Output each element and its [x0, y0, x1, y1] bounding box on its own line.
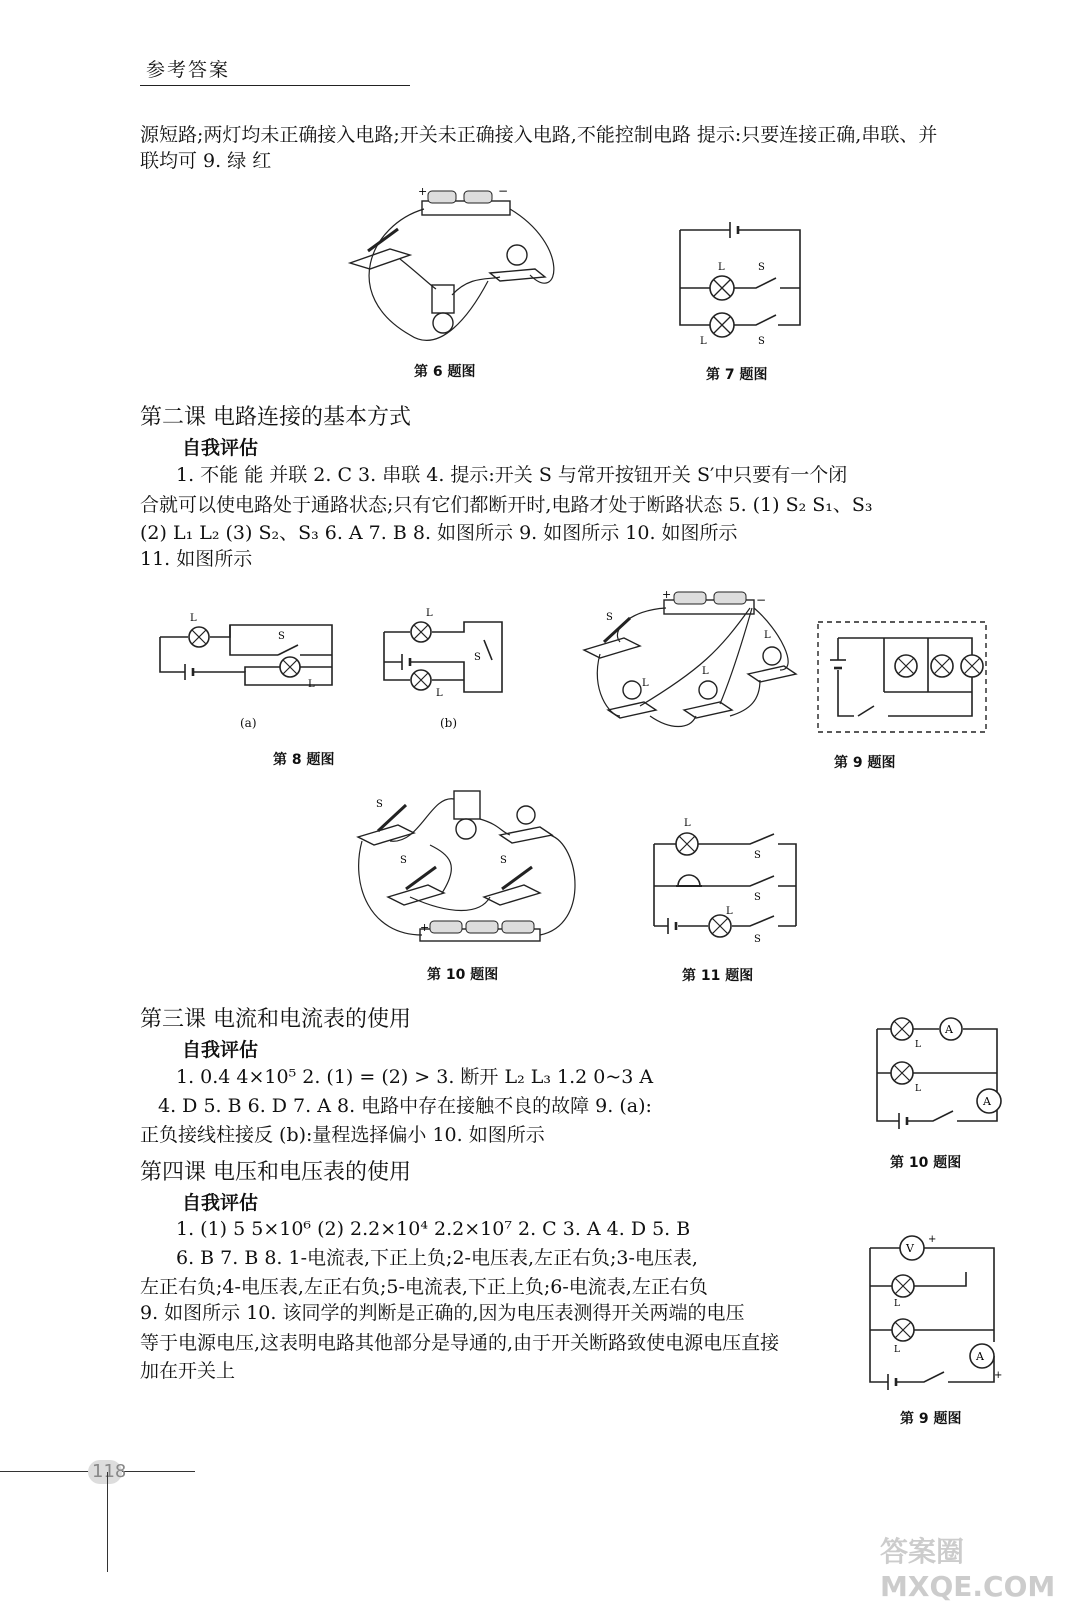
page-number: 118	[92, 1461, 127, 1482]
svg-text:S: S	[754, 934, 761, 945]
intro-line-1: 源短路;两灯均未正确接入电路;开关未正确接入电路,不能控制电路 提示:只要连接正确,串联、并	[140, 124, 938, 146]
svg-text:S: S	[500, 855, 507, 866]
svg-text:V: V	[906, 1242, 914, 1255]
lesson4-line-2: 6. B 7. B 8. 1-电流表,下正上负;2-电压表,左正右负;3-电压表,	[176, 1247, 698, 1269]
knife-switch-icon	[584, 618, 640, 658]
lesson3-title: 第三课 电流和电流表的使用	[140, 1007, 411, 1032]
lesson4-line-6: 加在开关上	[140, 1360, 236, 1382]
svg-text:S: S	[758, 262, 765, 273]
svg-text:S: S	[474, 652, 481, 663]
lesson2-section: 自我评估	[182, 437, 259, 459]
svg-text:A: A	[983, 1095, 991, 1108]
fig9-apparatus-diagram	[580, 590, 800, 730]
bulb-icon	[500, 806, 552, 843]
footer-vertical-rule	[107, 1472, 108, 1572]
fig9-circuit-diagram	[818, 622, 988, 734]
svg-text:S: S	[754, 850, 761, 861]
lesson2-line-1: 1. 不能 能 并联 2. C 3. 串联 4. 提示:开关 S 与常开按钮开关 S′中只要有一个闭	[176, 464, 848, 486]
fig9-caption: 第 9 题图	[834, 755, 896, 771]
bell-icon	[432, 285, 454, 333]
fig8b-sublabel: (b)	[440, 716, 458, 730]
svg-text:L: L	[190, 613, 197, 624]
svg-text:L: L	[726, 906, 733, 917]
svg-text:S: S	[376, 799, 383, 810]
lesson3-line-3: 正负接线柱接反 (b):量程选择偏小 10. 如图所示	[140, 1124, 545, 1146]
lesson3-section: 自我评估	[182, 1039, 259, 1061]
svg-text:A: A	[976, 1350, 984, 1363]
watermark-logo: 答案圈 MXQE.COM	[880, 1535, 1056, 1603]
svg-text:+: +	[420, 921, 430, 934]
fig9-caption-b: 第 9 题图	[900, 1411, 962, 1427]
knife-switch-icon	[358, 805, 540, 905]
running-header: 参考答案	[146, 59, 231, 81]
battery-pack-icon	[664, 592, 754, 614]
fig11-caption: 第 11 题图	[682, 968, 754, 984]
lesson2-title: 第二课 电路连接的基本方式	[140, 405, 411, 430]
svg-text:L: L	[718, 262, 725, 273]
svg-text:+: +	[994, 1370, 1003, 1381]
intro-line-2: 联均可 9. 绿 红	[140, 150, 272, 172]
svg-text:S: S	[278, 631, 285, 642]
svg-text:+: +	[662, 588, 672, 601]
fig8a-sublabel: (a)	[240, 716, 257, 730]
lesson3-line-2: 4. D 5. B 6. D 7. A 8. 电路中存在接触不良的故障 9. (a):	[158, 1095, 652, 1117]
fig8b-circuit-diagram	[384, 608, 514, 699]
fig7-caption: 第 7 题图	[706, 367, 768, 383]
bulb-icon	[608, 647, 796, 718]
fig10-circuit-diagram	[873, 1015, 1003, 1130]
lesson4-section: 自我评估	[182, 1192, 259, 1214]
svg-text:L: L	[642, 678, 649, 689]
fig8-caption: 第 8 题图	[273, 752, 335, 768]
fig10-caption-a: 第 10 题图	[427, 967, 499, 983]
lesson2-line-4: 11. 如图所示	[140, 548, 253, 570]
lesson2-line-3: (2) L₁ L₂ (3) S₂、S₃ 6. A 7. B 8. 如图所示 9. 如图所示 10. 如图所示	[140, 522, 738, 544]
lesson4-line-5: 等于电源电压,这表明电路其他部分是导通的,由于开关断路致使电源电压直接	[140, 1332, 780, 1354]
svg-text:S: S	[754, 892, 761, 903]
svg-text:S: S	[758, 336, 765, 347]
svg-text:L: L	[915, 1084, 921, 1094]
svg-text:−: −	[756, 593, 767, 607]
lesson4-line-3: 左正右负;4-电压表,左正右负;5-电流表,下正上负;6-电流表,左正右负	[140, 1276, 708, 1298]
svg-text:L: L	[764, 630, 771, 641]
svg-text:+: +	[928, 1234, 937, 1245]
bulb-icon	[490, 245, 545, 281]
header-rule	[140, 85, 410, 86]
fig10-apparatus-diagram	[350, 785, 580, 950]
fig7-circuit-diagram	[680, 220, 805, 350]
knife-switch-icon	[350, 229, 410, 269]
battery-pack-icon	[420, 921, 540, 941]
lesson4-line-4: 9. 如图所示 10. 该同学的判断是正确的,因为电压表测得开关两端的电压	[140, 1302, 745, 1324]
svg-text:L: L	[700, 336, 707, 347]
svg-text:S: S	[400, 855, 407, 866]
bell-icon	[454, 791, 480, 839]
fig10-caption-b: 第 10 题图	[890, 1155, 962, 1171]
svg-text:L: L	[894, 1299, 900, 1309]
fig11-circuit-diagram	[650, 818, 800, 948]
lesson3-line-1: 1. 0.4 4×10⁵ 2. (1) = (2) > 3. 断开 L₂ L₃ 1.2 0~3 A	[176, 1066, 654, 1088]
svg-text:L: L	[426, 608, 433, 619]
svg-text:L: L	[684, 818, 691, 829]
svg-text:L: L	[894, 1345, 900, 1355]
svg-text:L: L	[915, 1040, 921, 1050]
svg-text:L: L	[308, 679, 315, 690]
lesson4-title: 第四课 电压和电压表的使用	[140, 1160, 411, 1185]
svg-text:S: S	[606, 612, 613, 623]
fig6-apparatus-diagram	[340, 185, 560, 355]
battery-pack-icon	[422, 191, 510, 215]
svg-text:A: A	[945, 1023, 953, 1036]
fig8a-circuit-diagram	[160, 615, 335, 690]
svg-text:−: −	[498, 184, 509, 198]
lesson4-line-1: 1. (1) 5 5×10⁶ (2) 2.2×10⁴ 2.2×10⁷ 2. C 3. A 4. D 5. B	[176, 1218, 691, 1240]
svg-text:+: +	[418, 185, 428, 198]
fig6-caption: 第 6 题图	[414, 364, 476, 380]
svg-text:L: L	[436, 688, 443, 699]
lesson2-line-2: 合就可以使电路处于通路状态;只有它们都断开时,电路才处于断路状态 5. (1) S₂ S₁、S₃	[140, 494, 873, 516]
fig9-voltmeter-circuit-diagram	[866, 1232, 1006, 1390]
svg-text:L: L	[702, 666, 709, 677]
